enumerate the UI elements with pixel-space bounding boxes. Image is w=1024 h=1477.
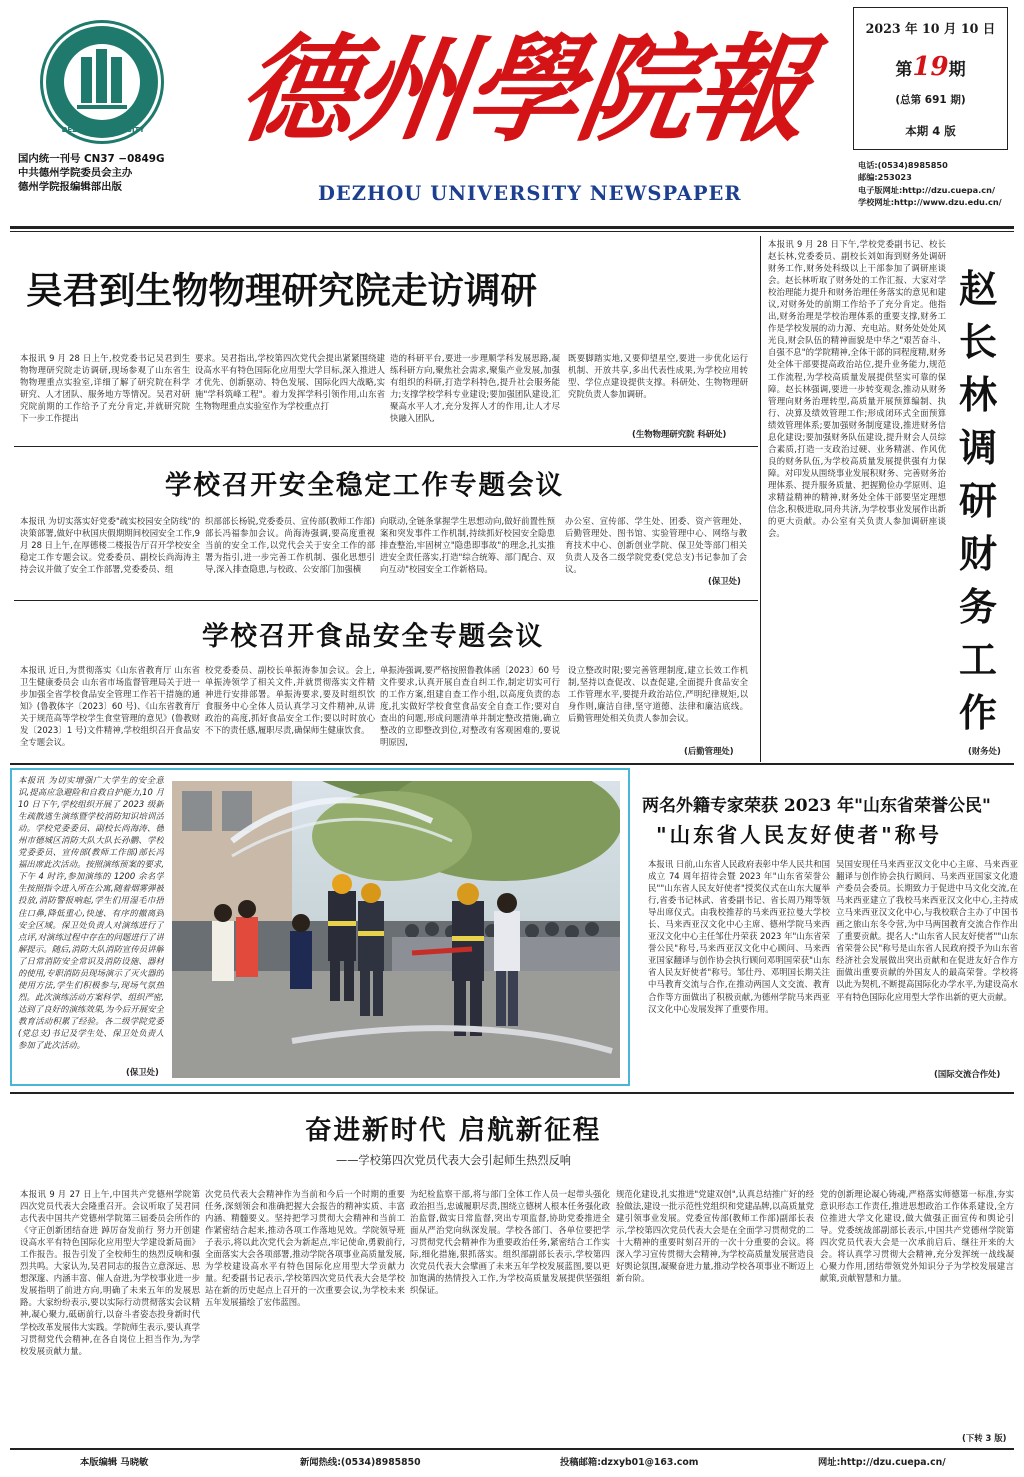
article-1-headline: 吴君到生物物理研究院走访调研 [26,269,537,312]
issue-pages: 本期 4 版 [905,124,956,138]
article-2-headline: 学校召开安全稳定工作专题会议 [165,470,564,501]
article-1-col-3: 造的科研平台,要进一步理顺学科发展思路,凝练科研方向,聚焦社会需求,聚集产业发展,加强有组织的科研,打造学科特色,提升社会服务能力;支撑学校学科专业建设;要加强团队建设,汇聚高水平人才,充分发挥人才的作用,让人才尽快融入团队, [390,353,560,424]
contact-paper-site: 电子版网址:http://dzu.cuepa.cn/ [858,184,995,195]
article-5-body: 本报讯 为切实增强广大学生的安全意识,提高应急避险和自救自护能力,10 月 10 日下午,学校组织开展了 2023 级新生疏散逃生演练暨学校消防知识培训活动。学校党委委员、副校长尚海涛、德州市德城区消防大队大队长孙鹏、学校党委委员、宣传部(教师工作部)部长冯福出席此次活动。按照演练预案的要求,下午 4 时许,参加演练的 1200 余名学生按照指令进入所在公寓,随着烟雾弹被投放,消防警报响起,学生们用湿毛巾捂住口鼻,降低重心,快速、有序的撤离到安全区域。保卫处负责人对演练进行了点评,对演练过程中存在的问题进行了讲解提示。随后,消防大队消防宣传员讲解了日常消防安全常识及消防设施、器材的使用,专职消防员现场演示了灭火器的使用方法,学生们积极参与,现场气氛热烈。此次演练活动方案科学、组织严密,达到了良好的演练效果,为今后开展安全教育活动积累了经验。各二级学院党委(党总支)书记及学生处、保卫处负责人参加了此次活动。 [18,775,164,1051]
article-6-headline-line-2: "山东省人民友好使者"称号 [656,823,942,847]
article-7-col-5: 党的创新理论凝心铸魂,严格落实师德第一标准,夯实意识形态工作责任,推进思想政治工作体系建设,全方位推进大学文化建设,做大做强正面宣传和舆论引导。党委统战部副部长表示,中国共产党德州学院第四次党员代表大会是一次承前启后、继往开来的大会。将认真学习贯彻大会精神,充分发挥统一战线凝心聚力作用,团结带领党外知识分子为学校发展建言献策,贡献智慧和力量。 [820,1189,1014,1284]
issue-total: (总第 691 期) [895,94,966,106]
article-3-col-4: 设立整改时限;要完善管理制度,建立长效工作机制,坚持以查促改、以查促建,全面提升食品安全工作管理水平,要提升政治站位,严明纪律规矩,以身作则,廉洁自律,坚守道德、法律和廉洁底线。后勤管理处相关负责人参加会议。 [568,665,748,724]
article-4-body: 本报讯 9 月 28 日下午,学校党委副书记、校长赵长林,党委委员、副校长刘如海到财务处调研财务工作,财务处科级以上干部参加了调研座谈会。赵长林听取了财务处的工作汇报、大家对学校治理能力提升和财务治理任务落实的意见和建议,对财务处的前期工作给予了充分肯定。他指出,财务治理是学校治理体系的重要支撑,财务工作是学校发展的动力源、充电站。财务处处处风光良,财会队伍的精神面貌是中华之"艰苦奋斗、自强不息"的学院精神,全体干部的同程度精,财务处全体干部要提高政治站位,提升业务能力,规范工作流程,为学校高质量发展提供坚实可靠的保障。赵长林强调,要进一步转变观念,推动从财务管理向财务治理转型,高质量开展预算编制、执行、决算及绩效管理工作;形成闭环式全面预算绩效管理体系;要加强财务制度建设,推进财务信息化建设;要加强财务队伍建设,提升财会人员综合素质,打造一支政治过硬、业务精湛、作风优良的财务队伍,为学校高质量发展提供强有力保障。对印发从围绕事业发展积财务、完善财务治理体系、提升服务质量、把握勤俭办学原则、追求精益精神的精神,财务处全体干部要坚定理想信念,积极进取,同舟共济,为学校事业发展作出新的更大贡献。办公室有关负责人参加调研座谈会。 [768,239,946,539]
article-7-subtitle: ——学校第四次党员代表大会引起师生热烈反响 [336,1154,571,1167]
article-2-signoff: (保卫处) [708,576,741,586]
divider-1 [14,446,758,447]
article-6-signoff: (国际交流合作处) [934,1069,1001,1079]
publication-meta [18,152,220,195]
article-1-col-4: 既要脚踏实地,又要仰望星空,要进一步优化运行机制、开放共享,多出代表性成果,为学校应用转型、学位点建设提供支撑。科研处、生物物理研究院负责人参加调研。 [568,353,748,400]
registration-number: 国内统一刊号 CN37 −0849G [18,153,165,165]
issue-number [854,52,1007,82]
fire-drill-photo [172,781,620,1078]
article-6-col-1: 本报讯 日前,山东省人民政府表彰中华人民共和国成立 74 周年招待会暨 2023 年"山东省荣誉公民""山东省人民友好使者"授奖仪式在山东大厦举行,省委书记林武、省委副书记、省长周乃翔等领导出席仪式。由我校推荐的马来西亚拉曼大学校长、马来西亚汉文化中心主席、德州学院马来西亚汉文化中心主任邹仕丹荣获 2023 年"山东省荣誉公民"称号,马来西亚汉文化中心顾问、马来西亚国家翻译与创作协会执行顾问邓明国荣获"山东省人民友好使者"称号。邹仕丹、邓明国长期关注中马教育交流与合作,在推动两国人文交流、教育合作等方面做出了积极贡献,为德州学院马来西亚汉文化中心发展发挥了重要作用。 [648,859,830,1014]
logo-caption: DEZHOU UNIVERSITY [61,126,145,134]
issue-suffix: 期 [948,60,966,80]
article-1-col-2: 要求。吴君指出,学校第四次党代会提出紧紧围绕建设高水平有特色国际化应用型大学目标,深入推进人才优先、创新驱动、特色发展、国际化四大战略,实施"学科筑峰工程"。着力发挥学科引领作用,山东省生物物理重点实验室作为学校重点打 [195,353,385,412]
masthead-divider [10,226,1014,229]
masthead [0,0,1024,230]
article-7-col-1: 本报讯 9 月 27 日上午,中国共产党德州学院第四次党员代表大会隆重召开。会议听取了吴君同志代表中国共产党德州学院第三届委员会所作的《守正创新团结奋进 踔厉奋发前行 努力开创建设高水平有特色国际化应用型大学建设新局面》工作报告。报告引发了全校师生的热烈反响和强烈共鸣。大家认为,吴君同志的报告立意深远、思想深邃、内涵丰富、催人奋进,为学校事业进一步发展指明了前进方向,明确了未来五年的发展思路。大家纷纷表示,要以实际行动贯彻落实会议精神,凝心聚力,砥砺前行,以奋斗者姿态投身新时代学校改革发展伟大实践。学院师生表示,要认真学习贯彻党代会精神,在各自岗位上担当作为,为学校发展贡献力量。 [20,1189,200,1356]
article-3-col-3: 单振涛强调,要严格按照鲁教体函〔2023〕60 号文件要求,认真开展自查自纠工作,制定切实可行的工作方案,组建自查工作小组,以高度负责的态度,扎实做好学校食堂食品安全自查工作;要对自查出的问题,形成问题清单并制定整改措施,确立整改的立即整改到位,对整改有客观困难的,要说明原因, [380,665,560,748]
article-5-signoff: (保卫处) [126,1067,159,1077]
divider-2 [14,600,758,601]
article-3-signoff: (后勤管理处) [684,746,734,756]
contact-zip: 邮编:253023 [858,172,912,183]
footer-editor: 本版编辑 马晓敏 [80,1457,149,1468]
article-3-col-1: 本报讯 近日,为贯彻落实《山东省教育厅 山东省卫生健康委员会 山东省市场监督管理局关于进一步加强全省学校食品安全管理工作若干措施的通知》(鲁教体字〔2023〕60 号)、《山东省教育厅关于规范高等学校学生食堂管理的意见》(鲁教财发〔2023〕1 号)文件精神,学校组织召开食品安全专题会议。 [20,665,200,748]
article-1-col-1: 本报讯 9 月 28 日上午,校党委书记吴君到生物物理研究院走访调研,现场参观了山东省生物物理重点实验室,详细了解了研究院在科学研究、人才团队、服务地方等情况。吴君对研究院前期的工作给予了充分肯定,并就研究院下一步工作提出 [20,353,190,424]
masthead-divider-thin [10,231,1014,232]
contact-phone: 电话:(0534)8985850 [858,160,948,170]
article-7-headline: 奋进新时代 启航新征程 [305,1115,602,1146]
editor-line: 德州学院报编辑部出版 [18,181,122,194]
footer-divider [10,1448,1014,1450]
article-6-col-2: 吴国安现任马来西亚汉文化中心主席、马来西亚翻译与创作协会执行顾问、马来西亚国家文化遗产委员会委员。长期致力于促进中马文化交流,在马来西亚建立了我校马来西亚汉文化中心,主持成立马来西亚汉文化中心,与我校联合主办了中国书画之旅山东冬令营,为中马两国教育交流合作作出了重要贡献。提名人:"山东省人民友好使者""山东省荣誉公民"称号是山东省人民政府授予为山东省经济社会发展做出突出贡献和在促进友好合作方面做出重要贡献的外国友人的最高荣誉。学校将以此为契机,不断提高国际化办学水平,为建设高水平有特色国际化应用型大学作出新的更大贡献。 [836,859,1018,1002]
footer-hotline: 新闻热线:(0534)8985850 [300,1457,421,1468]
article-2-col-2: 织部部长杨锐,党委委员、宣传部(教师工作部)部长冯福参加会议。尚海涛强调,要高度重视当前的安全工作,以党代会关于安全工作的部署为指引,进一步完善工作机制、强化思想引导,深入排查隐患,与校政、公安部门加强横 [205,516,375,575]
issue-box [853,7,1008,150]
article-6-headline-line-1: 两名外籍专家荣获 2023 年"山东省荣誉公民" [642,796,991,816]
divider-4 [10,1092,1014,1094]
article-1-signoff: (生物物理研究院 科研处) [632,429,727,439]
vertical-divider-right [760,236,761,762]
article-3-col-2: 校党委委员、副校长单振涛参加会议。会上,单振涛领学了相关文件,并就贯彻落实文件精神进行安排部署。单振涛要求,要及时组织饮食服务中心全体人员认真学习文件精神,从讲政治的高度,抓好食品安全工作;要以时时放心不下的责任感,履职尽责,确保师生健康饮食。 [205,665,375,736]
newspaper-english-name: DEZHOU UNIVERSITY NEWSPAPER [318,182,742,205]
newspaper-nameplate: 德州學院報 [230,22,815,158]
footer-email: 投稿邮箱:dzxyb01@163.com [560,1457,699,1468]
issue-prefix: 第 [895,60,913,80]
article-7-col-2: 次党员代表大会精神作为当前和今后一个时期的重要任务,深刻领会和准确把握大会报告的精神实质、丰富内涵、精髓要义。坚持把学习贯彻大会精神和当前工作紧密结合起来,推动各项工作落地见效。学院领导班子表示,将以此次党代会为新起点,牢记使命,勇毅前行,全面落实大会各项部署,推动学院各项事业高质量发展,为学校建设高水平有特色国际化应用型大学贡献力量。纪委副书记表示,学校第四次党员代表大会是学校站在新的历史起点上召开的一次重要会议,为学校未来五年发展描绘了宏伟蓝图。 [205,1189,405,1308]
article-2-col-1: 本报讯 为切实落实好党委"疏实校园安全防线"的决策部署,做好中秋国庆假期期间校园安全工作,9 月 28 日上午,在厚德楼二楼报告厅召开学校安全稳定工作专题会议。党委委员、副校长尚海涛主持会议并做了安全工作部署,党委委员、组 [20,516,200,575]
divider-3 [10,763,1014,765]
issue-date: 2023 年 10 月 10 日 [865,21,996,36]
publisher-line: 中共德州学院委员会主办 [18,167,133,180]
article-4-signoff: (财务处) [968,746,1001,756]
footer-website: 网址:http://dzu.cuepa.cn/ [818,1457,946,1468]
article-3-headline: 学校召开食品安全专题会议 [202,621,544,652]
article-2-col-4: 办公室、宣传部、学生处、团委、资产管理处、后勤管理处、图书馆、实验管理中心、网络与教育技术中心、创新创业学院、保卫处等部门相关负责人及各二级学院党委(党总支)书记参加了会议。 [565,516,747,575]
article-7-col-4: 规范化建设,扎实推进"党建双创",认真总结推广好的经验做法,建设一批示范性党组织和党建品牌,以高质量党建引领事业发展。党委宣传部(教师工作部)副部长表示,学校第四次党员代表大会是在全面学习贯彻党的二十大精神的重要时刻召开的一次十分重要的会议。将深入学习宣传贯彻大会精神,为学校高质量发展营造良好舆论氛围,凝聚奋进力量,推动学校各项事业不断迈上新台阶。 [616,1189,814,1284]
article-4-headline: 赵长林调研财务工作 [958,266,997,735]
contact-info [858,159,1018,209]
issue-number-value: 19 [912,52,949,82]
article-2-col-3: 向联动,全链条掌握学生思想动向,做好前置性预案和突发事件工作机制,持续抓好校园安全隐患排查整治,牢固树立"隐患即事故"的理念,扎实推进安全责任落实,打造"综合统筹、部门配合、双向互动"校园安全工作新格局。 [380,516,555,575]
contact-school-site: 学校网址:http://www.dzu.edu.cn/ [858,197,1002,208]
article-7-signoff: (下转 3 版) [962,1433,1007,1443]
article-7-col-3: 为纪检监察干部,将与部门全体工作人员一起带头强化政治担当,忠诚履职尽责,围绕立德树人根本任务强化政治监督,做实日常监督,突出专项监督,协助党委推进全面从严治党向纵深发展。学校各部门、各单位要把学习贯彻党代会精神作为重要政治任务,紧密结合工作实际,细化措施,狠抓落实。组织部副部长表示,学校第四次党员代表大会擘画了未来五年学校发展蓝图,要以更加饱满的热情投入工作,为学校高质量发展提供坚强组织保证。 [410,1189,610,1296]
